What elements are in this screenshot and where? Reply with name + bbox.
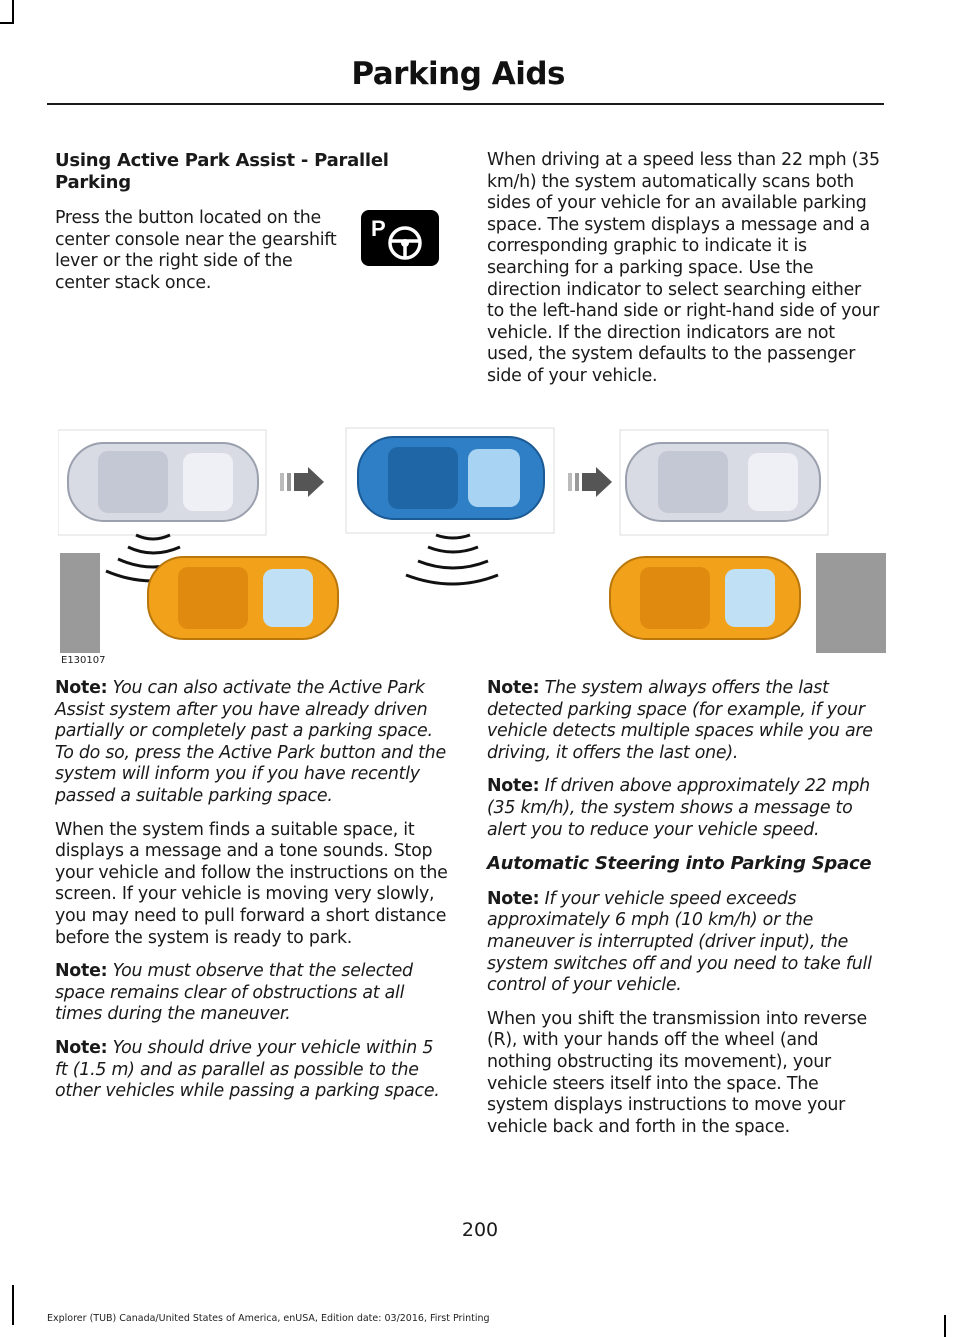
note-text: You can also activate the Active Park Assist system after you have already driven partially or completely past a parking space. To do so, press the Active Park button and the system will inform you if you have recently passed a suitable parking space. — [55, 678, 446, 806]
crop-mark — [0, 22, 14, 24]
note-paragraph — [55, 678, 450, 808]
parked-car — [626, 443, 820, 521]
svg-text:P: P — [371, 216, 386, 241]
figure-code: E130107 — [61, 655, 106, 666]
direction-arrow-icon — [280, 467, 324, 497]
note-text: If driven above approximately 22 mph (35 km/h), the system shows a message to alert you to reduce your vehicle speed. — [487, 776, 870, 840]
note-paragraph — [55, 961, 450, 1026]
found-paragraph: When the system finds a suitable space, it displays a message and a tone sounds. Stop your vehicle and follow the instructions on the screen. If your vehicle is moving very slowly, you may need to pull forward a short distance before the system is ready to park. — [55, 819, 448, 948]
parking-assist-button-icon — [361, 210, 439, 266]
crop-mark — [944, 1315, 946, 1337]
note-label: Note: — [487, 678, 540, 698]
note-label: Note: — [487, 776, 540, 797]
right-column-bottom — [487, 678, 882, 1150]
note-text: You should drive your vehicle within 5 ft (1.5 m) and as parallel as possible to the other vehicles while passing a parking space. — [55, 1037, 440, 1102]
direction-arrow-icon — [568, 467, 612, 497]
note-paragraph — [487, 678, 882, 764]
intro-block — [55, 208, 447, 294]
page-number: 200 — [461, 1219, 499, 1241]
intro-paragraph: Press the button located on the center console near the gearshift lever or the right side of the center stack once. — [55, 208, 337, 293]
illustration-svg — [58, 425, 888, 670]
target-vehicle — [148, 557, 338, 639]
left-column-bottom — [55, 678, 450, 1115]
note-paragraph — [487, 889, 882, 997]
note-text: If your vehicle speed exceeds approximately 6 mph (10 km/h) or the maneuver is interrupted (driver input), the system switches off and you need to take full control of your vehicle. — [487, 888, 872, 996]
note-label: Note: — [55, 1037, 108, 1058]
parked-car — [68, 443, 258, 521]
section-heading: Using Active Park Assist - Parallel Parking — [55, 150, 389, 193]
crop-mark — [12, 0, 14, 22]
subheading: Automatic Steering into Parking Space — [487, 853, 872, 875]
curb — [60, 553, 100, 653]
section-title: Parking Aids — [351, 56, 565, 92]
parking-wheel-icon — [361, 210, 439, 266]
note-text: You must observe that the selected space remains clear of obstructions at all times during the maneuver. — [55, 961, 413, 1025]
scan-paragraph: When driving at a speed less than 22 mph (35 km/h) the system automatically scans both sides of your vehicle for an available parking space. The system displays a message and a corresponding graphic to indicate it is searching for a parking space. Use the direction indicator to select searching either to the left-hand side or right-hand side of your vehicle. If the direction indicators are not used, the system defaults to the passenger side of your vehicle. — [487, 150, 880, 386]
header-rule — [47, 103, 884, 105]
note-text: The system always offers the last detected parking space (for example, if your vehicle detects multiple spaces while you are driving, it offers the last one). — [487, 678, 873, 763]
own-vehicle — [358, 437, 544, 519]
note-label: Note: — [55, 961, 108, 982]
crop-mark — [12, 1285, 14, 1325]
edition-footer: Explorer (TUB) Canada/United States of America, enUSA, Edition date: 03/2016, First Printing — [47, 1313, 490, 1324]
note-label: Note: — [487, 888, 540, 909]
note-paragraph — [487, 776, 882, 841]
parking-scan-illustration — [58, 425, 888, 670]
curb — [816, 553, 886, 653]
left-column-top — [55, 150, 447, 294]
sensor-wave-icon — [406, 535, 498, 584]
note-paragraph — [55, 1038, 450, 1103]
right-column-top — [487, 150, 882, 400]
note-label: Note: — [55, 678, 108, 698]
target-vehicle — [610, 557, 800, 639]
reverse-paragraph: When you shift the transmission into reverse (R), with your hands off the wheel (and nothing obstructing its movement), your vehicle steers itself into the space. The system displays instructions to move your vehicle back and forth in the space. — [487, 1008, 867, 1137]
